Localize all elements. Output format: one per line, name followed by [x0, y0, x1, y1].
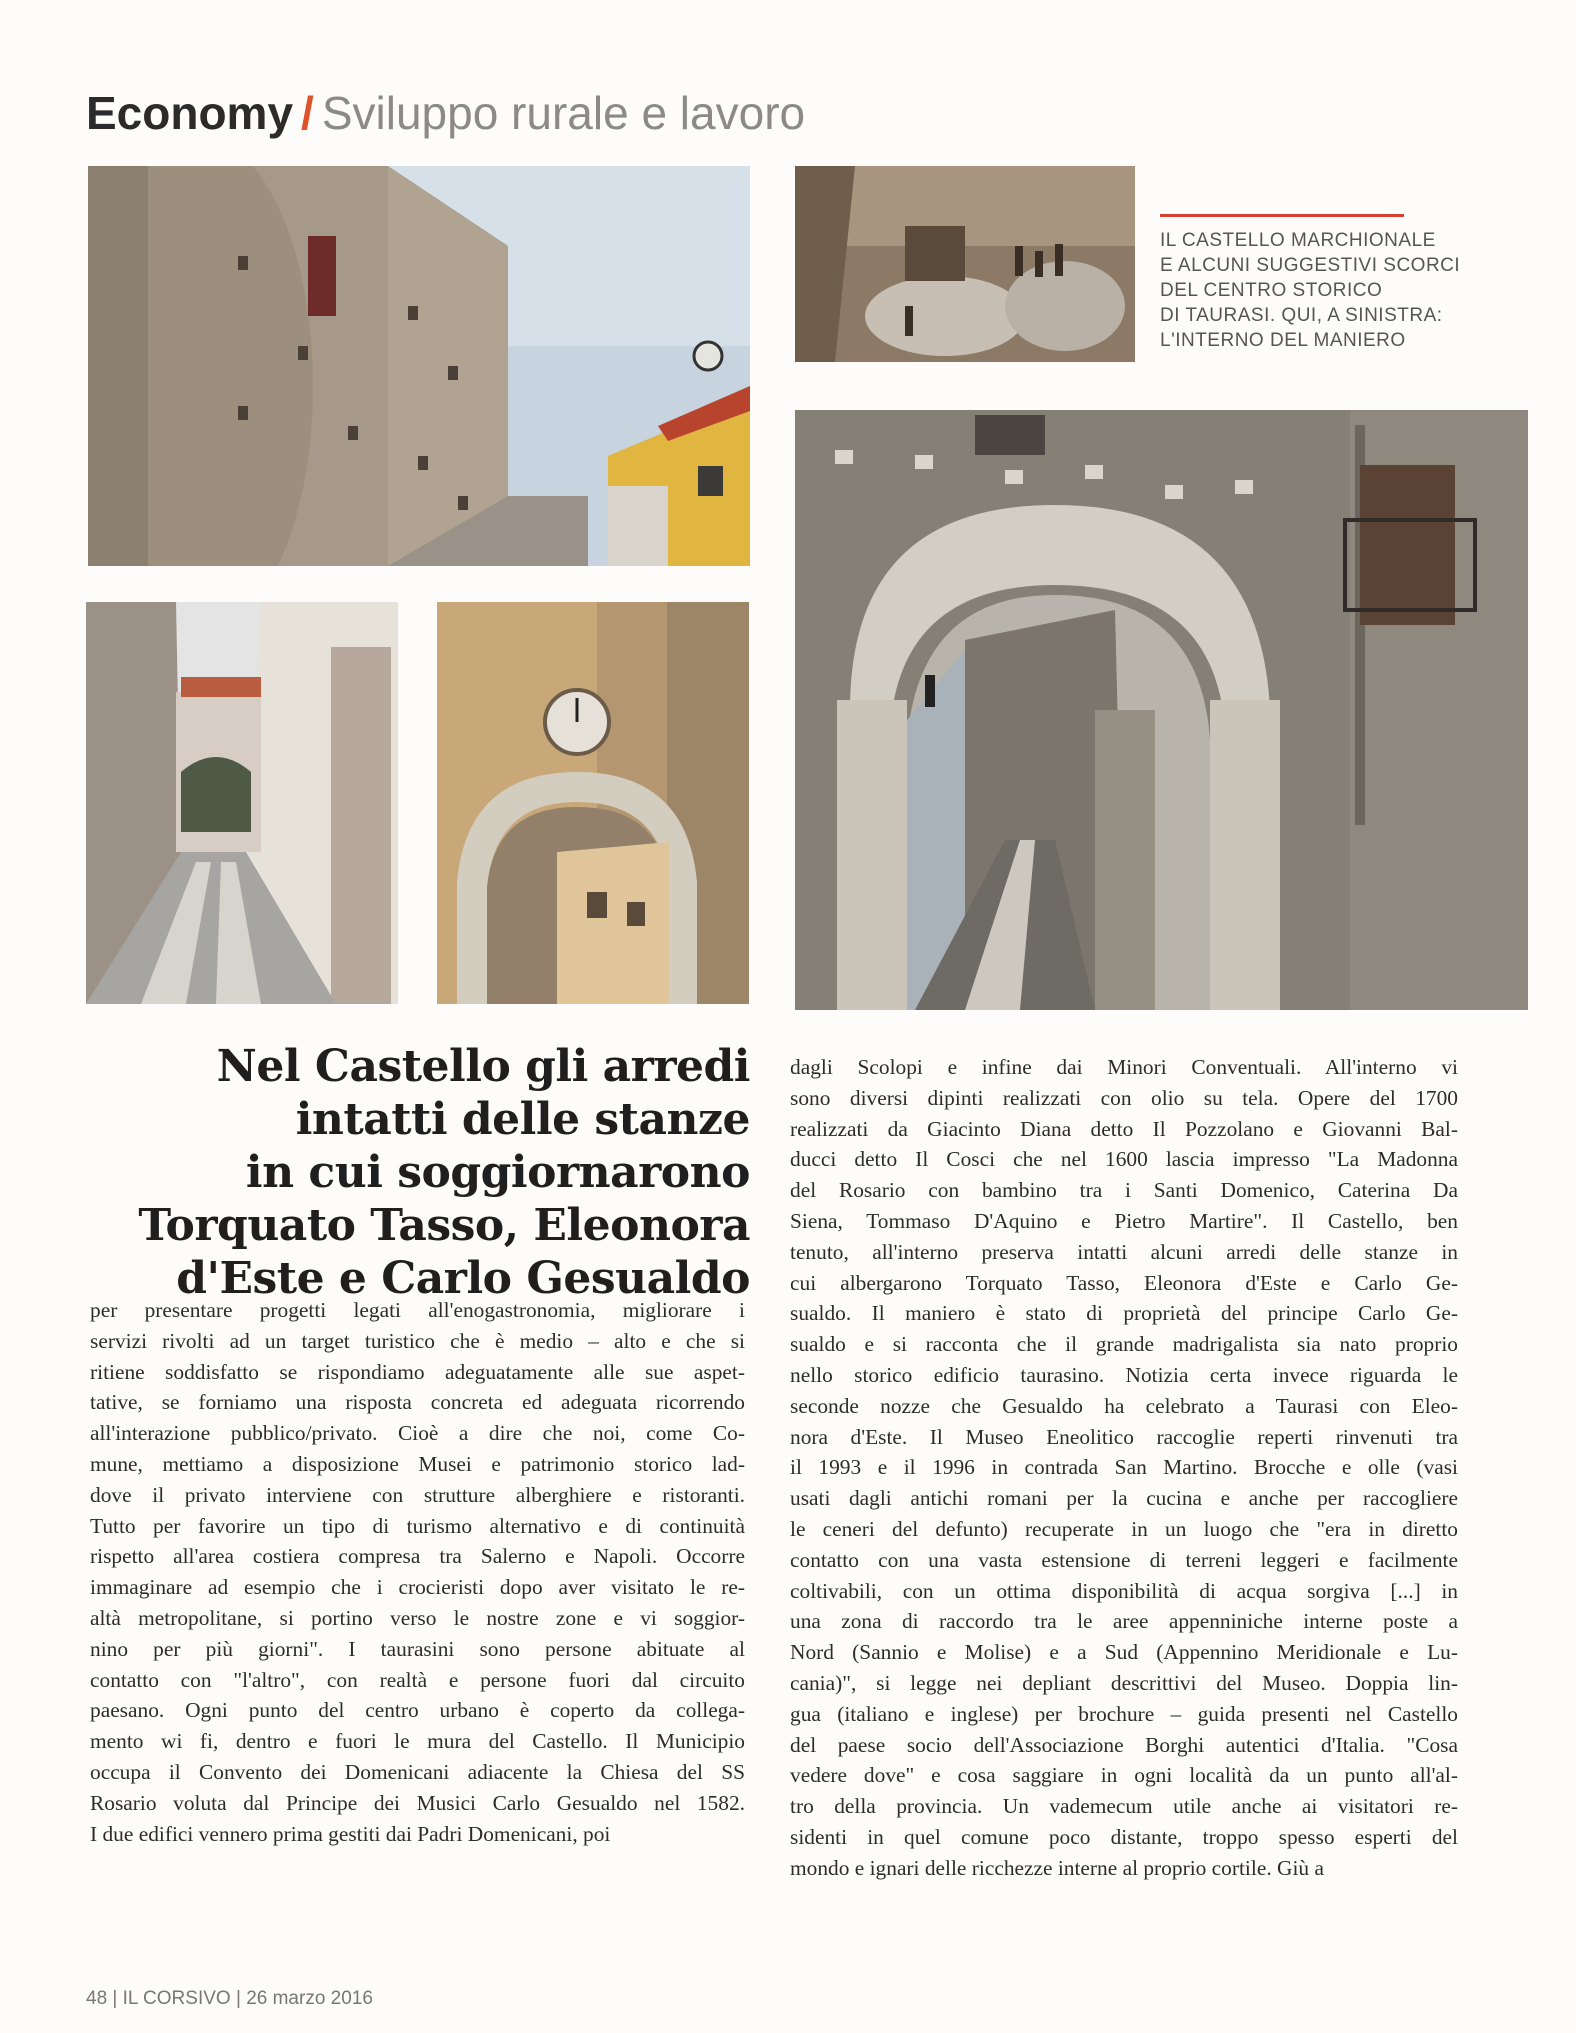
- body-line: Tutto per favorire un tipo di turismo alternativo e di continuità: [90, 1513, 745, 1538]
- body-column-left: [90, 1295, 745, 1849]
- body-line: per presentare progetti legati all'enogastronomia, migliorare i: [90, 1298, 745, 1322]
- magazine-name: IL CORSIVO: [122, 1988, 231, 2009]
- body-line: contatto con una vasta estensione di terreni leggeri e facilmente: [790, 1547, 1458, 1572]
- body-line: le ceneri del defunto) recuperate in un luogo che "era in diretto: [790, 1516, 1458, 1541]
- body-line: tro della provincia. Un vademecum utile anche ai visitatori re-: [790, 1794, 1458, 1819]
- body-line: una zona di raccordo tra le aree appenniniche interne poste a: [790, 1609, 1458, 1634]
- body-line: realizzati da Giacinto Diana detto Il Pozzolano e Giovanni Bal-: [790, 1116, 1458, 1141]
- body-line: Siena, Tommaso D'Aquino e Pietro Martire". Il Castello, ben: [790, 1208, 1458, 1233]
- section-separator: /: [301, 87, 314, 139]
- body-line: Rosario voluta dal Principe dei Musici Carlo Gesualdo nel 1582.: [90, 1790, 745, 1815]
- body-line: contatto con "l'altro", con realtà e persone fuori dal circuito: [90, 1667, 745, 1692]
- body-line: immaginare ad esempio che i crocieristi dopo aver visitato le re-: [90, 1575, 745, 1600]
- body-line: ritiene soddisfatto se rispondiamo adeguatamente alle sue aspet-: [90, 1359, 745, 1384]
- body-line: ducci detto Il Cosci che nel 1600 lascia impresso "La Madonna: [790, 1147, 1458, 1172]
- body-line: il 1993 e il 1996 in contrada San Martino. Brocche e olle (vasi: [790, 1455, 1458, 1480]
- body-line: cania)", si legge nei depliant descrittivi del Museo. Doppia lin-: [790, 1670, 1458, 1695]
- caption-rule: [1160, 214, 1404, 217]
- body-line: sualdo. Il maniero è stato di proprietà del principe Carlo Ge-: [790, 1301, 1458, 1326]
- body-line: del Rosario con bambino tra i Santi Domenico, Caterina Da: [790, 1178, 1458, 1203]
- body-line: dove il privato interviene con strutture alberghiere e ristoranti.: [90, 1482, 745, 1507]
- photo-arch-street: [795, 410, 1528, 1010]
- body-line: sidenti in quel comune poco distante, troppo spesso esperti del: [790, 1824, 1458, 1849]
- body-line: altà metropolitane, si portino verso le nostre zone e vi soggior-: [90, 1605, 745, 1630]
- body-line: Nord (Sannio e Molise) e a Sud (Appennino Meridionale e Lu-: [790, 1640, 1458, 1665]
- body-line: coltivabili, con un ottima disponibilità di acqua sorgiva [...] in: [790, 1578, 1458, 1603]
- body-line: mune, mettiamo a disposizione Musei e patrimonio storico lad-: [90, 1451, 745, 1476]
- body-line: paesano. Ogni punto del centro urbano è coperto da collega-: [90, 1698, 745, 1723]
- body-line: usati dagli antichi romani per la cucina e anche per raccogliere: [790, 1486, 1458, 1511]
- body-line: mondo e ignari delle ricchezze interne al proprio cortile. Giù a: [790, 1855, 1324, 1880]
- body-line: dagli Scolopi e infine dai Minori Conventuali. All'interno vi: [790, 1055, 1458, 1079]
- caption-line: DI TAURASI. QUI, A SINISTRA:: [1160, 305, 1443, 326]
- headline-line: in cui soggiornarono: [245, 1147, 750, 1198]
- body-line: nello storico edificio taurasino. Notizia certa invece riguarda le: [790, 1362, 1458, 1387]
- article-headline: [90, 1040, 750, 1305]
- caption-line: DEL CENTRO STORICO: [1160, 280, 1383, 301]
- body-line: tative, se forniamo una risposta concreta ed adeguata ricorrendo: [90, 1390, 745, 1415]
- body-line: vedere dove" e cosa saggiare in ogni località da un punto all'al-: [790, 1763, 1458, 1788]
- body-line: gua (italiano e inglese) per brochure – guida presenti nel Castello: [790, 1701, 1458, 1726]
- body-line: tenuto, all'interno preserva intatti alcuni arredi delle stanze in: [790, 1239, 1458, 1264]
- caption-line: L'INTERNO DEL MANIERO: [1160, 330, 1406, 351]
- section-header: [86, 78, 1086, 148]
- section-subtitle: Sviluppo rurale e lavoro: [321, 87, 806, 139]
- body-line: rispetto all'area costiera compresa tra Salerno e Napoli. Occorre: [90, 1544, 745, 1569]
- caption-line: IL CASTELLO MARCHIONALE: [1160, 230, 1436, 251]
- photo-castle-interior: [795, 166, 1135, 362]
- body-line: occupa il Convento dei Domenicani adiacente la Chiesa del SS: [90, 1759, 745, 1784]
- body-line: servizi rivolti ad un target turistico che è medio – alto e che si: [90, 1328, 745, 1353]
- body-line: nora d'Este. Il Museo Eneolitico raccoglie reperti rinvenuti tra: [790, 1424, 1458, 1449]
- body-line: cui albergarono Torquato Tasso, Eleonora d'Este e Carlo Ge-: [790, 1270, 1458, 1295]
- body-line: all'interazione pubblico/privato. Cioè a dire che noi, come Co-: [90, 1421, 745, 1446]
- body-line: sualdo e si racconta che il grande madrigalista sia nato proprio: [790, 1332, 1458, 1357]
- caption-line: E ALCUNI SUGGESTIVI SCORCI: [1160, 255, 1461, 276]
- body-line: nino per più giorni". I taurasini sono persone abituate al: [90, 1636, 745, 1661]
- photo-clock-tower: [437, 602, 749, 1004]
- body-line: del paese socio dell'Associazione Borghi autentici d'Italia. "Cosa: [790, 1732, 1458, 1757]
- body-line: I due edifici vennero prima gestiti dai Padri Domenicani, poi: [90, 1821, 611, 1846]
- body-line: seconde nozze che Gesualdo ha celebrato a Taurasi con Eleo-: [790, 1393, 1458, 1418]
- photo-caption: [1160, 228, 1500, 353]
- headline-line: d'Este e Carlo Gesualdo: [176, 1253, 750, 1304]
- body-line: sono diversi dipinti realizzati con olio su tela. Opere del 1700: [790, 1085, 1458, 1110]
- headline-line: intatti delle stanze: [295, 1094, 750, 1145]
- body-line: mento wi fi, dentro e fuori le mura del Castello. Il Municipio: [90, 1729, 745, 1754]
- photo-castle-tower: [88, 166, 750, 566]
- body-column-right: [790, 1052, 1458, 1884]
- issue-date: 26 marzo 2016: [246, 1988, 373, 2009]
- page-number: 48: [86, 1988, 108, 2009]
- page-footer: 48 | IL CORSIVO | 26 marzo 2016: [86, 1988, 373, 2009]
- photo-narrow-alley: [86, 602, 398, 1004]
- section-title: Economy: [86, 87, 294, 139]
- headline-line: Nel Castello gli arredi: [216, 1041, 750, 1092]
- headline-line: Torquato Tasso, Eleonora: [138, 1200, 750, 1251]
